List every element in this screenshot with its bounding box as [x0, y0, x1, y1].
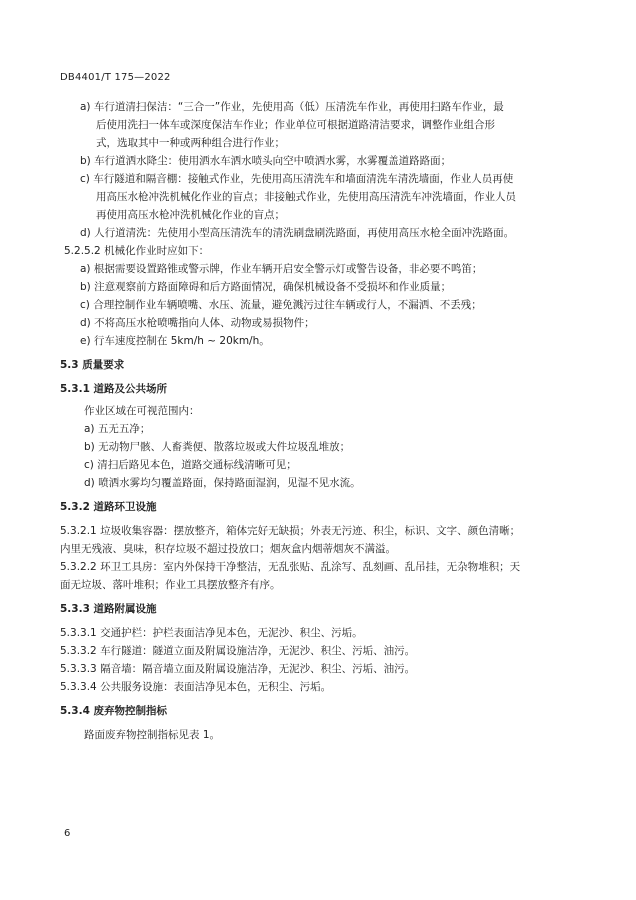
text-line: a) 根据需要设置路锥或警示牌，作业车辆开启安全警示灯或警告设备，非必要不鸣笛； [80, 263, 483, 275]
text-line: 作业区域在可视范围内： [84, 405, 200, 417]
document-code-header: DB4401/T 175—2022 [60, 72, 171, 83]
text-line: b) 车行道洒水降尘：使用洒水车洒水喷头向空中喷洒水雾，水雾覆盖道路路面； [80, 155, 452, 167]
text-line: b) 无动物尸骸、人畜粪便、散落垃圾或大件垃圾乱堆放； [84, 441, 351, 453]
text-line: 路面废弃物控制指标见表 1。 [84, 729, 221, 741]
section-heading: 5.3 质量要求 [60, 359, 125, 371]
subsection-heading: 5.3.1 道路及公共场所 [60, 383, 168, 395]
text-line: a) 车行道清扫保洁：“三合一”作业，先使用高（低）压清洗车作业，再使用扫路车作业，最 [80, 101, 504, 113]
clause-line: 5.3.3.3 隔音墙：隔音墙立面及附属设施洁净，无泥沙、积尘、污垢、油污。 [60, 663, 416, 675]
text-line: d) 不将高压水枪喷嘴指向人体、动物或易损物件； [80, 317, 315, 329]
text-line: c) 合理控制作业车辆喷嘴、水压、流量，避免溅污过往车辆或行人，不漏洒、不丢残； [80, 299, 482, 311]
text-line: 面无垃圾、落叶堆积；作业工具摆放整齐有序。 [60, 579, 281, 591]
clause-line: 5.3.3.1 交通护栏：护栏表面洁净见本色，无泥沙、积尘、污垢。 [60, 627, 363, 639]
text-line: c) 车行隧道和隔音棚：接触式作业，先使用高压清洗车和墙面清洗车清洗墙面，作业人员再使 [80, 173, 514, 185]
text-line: 式，选取其中一种或两种组合进行作业； [96, 137, 285, 149]
text-line: 内里无残液、臭味，积存垃圾不超过投放口；烟灰盒内烟蒂烟灰不满溢。 [60, 543, 396, 555]
clause-line: 5.3.3.2 车行隧道：隧道立面及附属设施洁净，无泥沙、积尘、污垢、油污。 [60, 645, 416, 657]
text-line: 后使用洗扫一体车或深度保洁车作业；作业单位可根据道路清洁要求，调整作业组合形 [96, 119, 495, 131]
text-line: 再使用高压水枪冲洗机械化作业的盲点； [96, 209, 285, 221]
clause-line: 5.3.3.4 公共服务设施：表面洁净见本色，无积尘、污垢。 [60, 681, 332, 693]
text-line: d) 喷洒水雾均匀覆盖路面，保持路面湿润，见湿不见水流。 [84, 477, 361, 489]
subsection-heading: 5.3.3 道路附属设施 [60, 603, 157, 615]
subsection-heading: 5.3.4 废弃物控制指标 [60, 705, 168, 717]
clause-heading: 5.2.5.2 机械化作业时应如下： [64, 245, 210, 257]
text-line: b) 注意观察前方路面障碍和后方路面情况，确保机械设备不受损坏和作业质量； [80, 281, 452, 293]
text-line: c) 清扫后路见本色，道路交通标线清晰可见； [84, 459, 297, 471]
clause-line: 5.3.2.1 垃圾收集容器：摆放整齐，箱体完好无缺损；外表无污迹、积尘，标识、文字、颜色清晰； [60, 525, 521, 537]
subsection-heading: 5.3.2 道路环卫设施 [60, 501, 157, 513]
text-line: e) 行车速度控制在 5km/h ~ 20km/h。 [80, 335, 270, 347]
text-line: 用高压水枪冲洗机械化作业的盲点；非接触式作业，先使用高压清洗车冲洗墙面，作业人员 [96, 191, 516, 203]
text-line: d) 人行道清洗：先使用小型高压清洗车的清洗刷盘刷洗路面，再使用高压水枪全面冲洗路面。 [80, 227, 515, 239]
clause-line: 5.3.2.2 环卫工具房：室内外保持干净整洁，无乱张贴、乱涂写、乱刻画、乱吊挂，无杂物堆积；天 [60, 561, 521, 573]
text-line: a) 五无五净； [84, 423, 151, 435]
page-number: 6 [64, 828, 71, 839]
